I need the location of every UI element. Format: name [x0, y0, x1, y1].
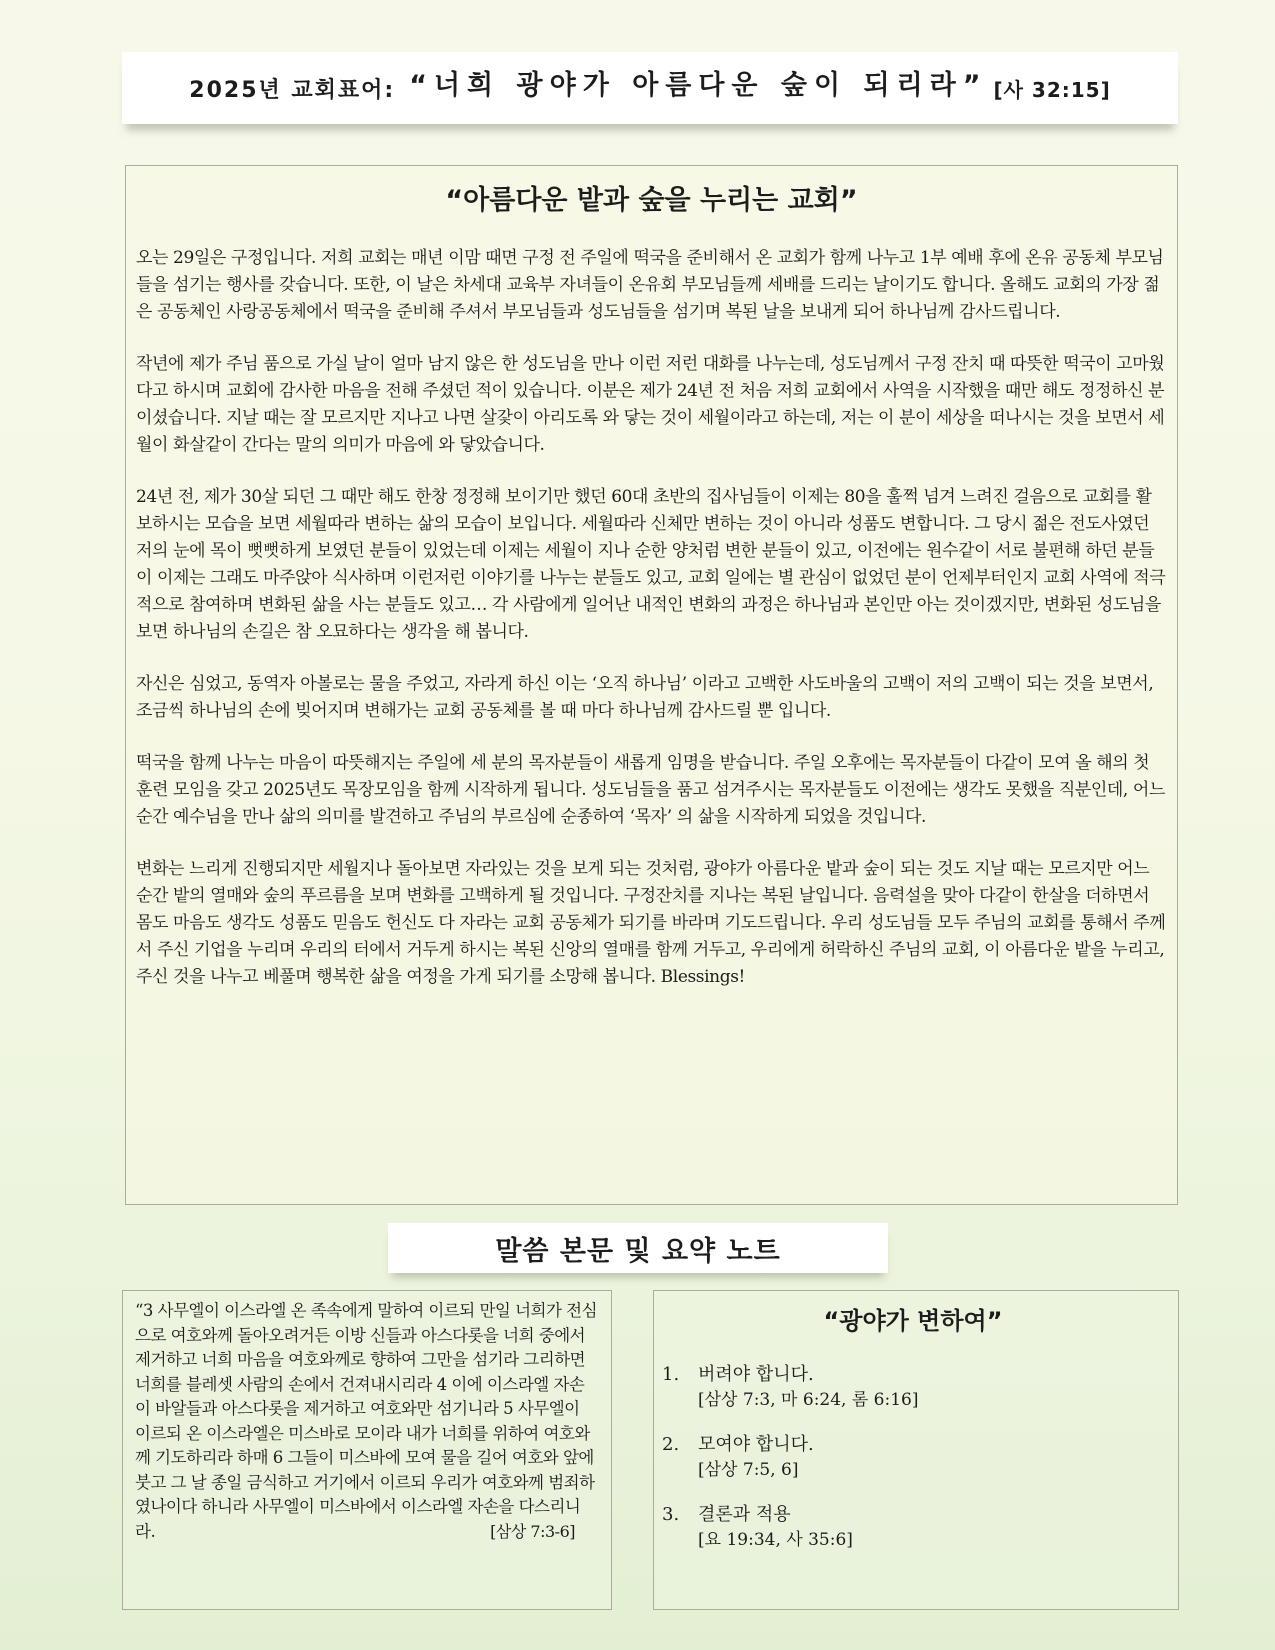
- notes-item-number: 3.: [662, 1504, 680, 1525]
- sermon-notes: [653, 1290, 1179, 1610]
- notes-item: [662, 1362, 1164, 1412]
- motto-reference: [사 32:15]: [993, 77, 1111, 102]
- notes-item-body: [698, 1502, 853, 1552]
- sermon-section-title: 말씀 본문 및 요약 노트: [388, 1223, 888, 1273]
- message-paragraph: 작년에 제가 주님 품으로 가실 날이 얼마 남지 않은 한 성도님을 만나 이런 저런 대화를 나누는데, 성도님께서 구정 잔치 때 따뜻한 떡국이 고마웠다고 하시며 교회에 감사한 마음을 전해 주셨던 적이 있습니다. 이분은 제가 24년 전 처음 저희 교회에서 사역을 시작했을 때만 해도 정정하신 분이셨습니다. 지날 때는 잘 모르지만 지나고 나면 살갗이 아리도록 와 닿는 것이 세월이라고 하는데, 저는 이 분이 세상을 떠나시는 것을 보면서 세월이 화살같이 간다는 말의 의미가 마음에 와 닿았습니다.: [136, 354, 1165, 455]
- notes-item-text: 결론과 적용: [698, 1504, 791, 1525]
- message-paragraph: 24년 전, 제가 30살 되던 그 때만 해도 한창 정정해 보이기만 했던 60대 초반의 집사님들이 이제는 80을 훌쩍 넘겨 느려진 걸음으로 교회를 활보하시는 모습을 보면 세월따라 변하는 삶의 모습이 보입니다. 세월따라 신체만 변하는 것이 아니라 성품도 변합니다. 그 당시 젊은 전도사였던 저의 눈에 목이 뻣뻣하게 보였던 분들이 있었는데 이제는 세월이 지나 순한 양처럼 변한 분들이 있고, 이전에는 원수같이 서로 불편해 하던 분들이 이제는 그래도 마주앉아 식사하며 이런저런 이야기를 나누는 분들도 있고, 교회 일에는 별 관심이 없었던 분이 언제부터인지 교회 사역에 적극적으로 참여하며 변화된 삶을 사는 분들도 있고… 각 사람에게 일어난 내적인 변화의 과정은 하나님과 본인만 아는 것이겠지만, 변화된 성도님을 보면 하나님의 손길은 참 오묘하다는 생각을 해 봅니다.: [136, 487, 1166, 642]
- message-paragraph: 변화는 느리게 진행되지만 세월지나 돌아보면 자라있는 것을 보게 되는 것처럼, 광야가 아름다운 밭과 숲이 되는 것도 지날 때는 모르지만 어느 순간 밭의 열매와 숲의 푸르름을 보며 변화를 고백하게 될 것입니다. 구정잔치를 지나는 복된 날입니다. 음력설을 맞아 다같이 한살을 더하면서 몸도 마음도 생각도 성품도 믿음도 헌신도 다 자라는 교회 공동체가 되기를 바라며 기도드립니다. 우리 성도님들 모두 주님의 교회를 통해서 주께서 주신 기업을 누리며 우리의 터에서 거두게 하시는 복된 신앙의 열매를 함께 거두고, 우리에게 허락하신 주님의 교회, 이 아름다운 밭을 누리고, 주신 것을 나누고 베풀며 행복한 삶을 여정을 가게 되기를 소망해 봅니다. Blessings!: [136, 859, 1166, 987]
- notes-list: [662, 1362, 1164, 1552]
- message-title: “아름다운 밭과 숲을 누리는 교회”: [445, 185, 858, 216]
- notes-item-number: 1.: [662, 1364, 680, 1385]
- motto-phrase: “너희 광야가 아름다운 숲이 되리라”: [409, 69, 988, 101]
- notes-item-body: [698, 1362, 919, 1412]
- pastor-message: [125, 165, 1178, 1205]
- notes-item-reference: [요 19:34, 사 35:6]: [698, 1530, 853, 1550]
- notes-item-reference: [삼상 7:5, 6]: [698, 1460, 799, 1480]
- message-paragraph: 떡국을 함께 나누는 마음이 따뜻해지는 주일에 세 분의 목자분들이 새롭게 임명을 받습니다. 주일 오후에는 목자분들이 다같이 모여 올 해의 첫 훈련 모임을 갖고 2025년도 목장모임을 함께 시작하게 됩니다. 성도님들을 품고 섬겨주시는 목자분들도 이전에는 생각도 못했을 직분인데, 어느 순간 예수님을 만나 삶의 의미를 발견하고 주님의 부르심에 순종하여 ‘목자’ 의 삶을 시작하게 되었을 것입니다.: [136, 753, 1165, 827]
- motto-year-label: 2025년 교회표어:: [189, 77, 396, 103]
- scripture-box: [122, 1290, 612, 1610]
- notes-title: “광야가 변하여”: [823, 1307, 1003, 1335]
- notes-item-body: [698, 1432, 814, 1482]
- message-paragraph: 자신은 심었고, 동역자 아볼로는 물을 주었고, 자라게 하신 이는 ‘오직 하나님’ 이라고 고백한 사도바울의 고백이 저의 고백이 되는 것을 보면서, 조금씩 하나님의 손에 빚어지며 변해가는 교회 공동체를 볼 때 마다 하나님께 감사드릴 뿐 입니다.: [136, 674, 1154, 721]
- notes-item-reference: [삼상 7:3, 마 6:24, 롬 6:16]: [698, 1390, 919, 1410]
- motto-banner: [122, 52, 1178, 124]
- notes-item-number: 2.: [662, 1434, 680, 1455]
- message-paragraph: 오는 29일은 구정입니다. 저희 교회는 매년 이맘 때면 구정 전 주일에 떡국을 준비해서 온 교회가 함께 나누고 1부 예배 후에 온유 공동체 부모님들을 섬기는 행사를 갖습니다. 또한, 이 날은 차세대 교육부 자녀들이 온유회 부모님들께 세배를 드리는 날이기도 합니다. 올해도 교회의 가장 젊은 공동체인 사랑공동체에서 떡국을 준비해 주셔서 부모님들과 성도님들을 섬기며 복된 날을 보내게 되어 하나님께 감사드립니다.: [136, 248, 1164, 322]
- notes-item-text: 모여야 합니다.: [698, 1434, 814, 1455]
- scripture-text: [135, 1299, 599, 1544]
- scripture-reference: [삼상 7:3-6]: [490, 1521, 575, 1541]
- notes-item: [662, 1502, 1164, 1552]
- scripture-passage: “3 사무엘이 이스라엘 온 족속에게 말하여 이르되 만일 너희가 전심으로 여호와께 돌아오려거든 이방 신들과 아스다롯을 너희 중에서 제거하고 너희 마음을 여호와께로 향하여 그만을 섬기라 그리하면 너희를 블레셋 사람의 손에서 건져내시리라 4 이에 이스라엘 자손이 바알들과 아스다롯을 제거하고 여호와만 섬기니라 5 사무엘이 이르되 온 이스라엘은 미스바로 모이라 내가 너희를 위하여 여호와께 기도하리라 하매 6 그들이 미스바에 모여 물을 길어 여호와 앞에 붓고 그 날 종일 금식하고 거기에서 이르되 우리가 여호와께 범죄하였나이다 하니라 사무엘이 미스바에서 이스라엘 자손을 다스리니라.: [135, 1301, 598, 1541]
- notes-item-text: 버려야 합니다.: [698, 1364, 814, 1385]
- notes-item: [662, 1432, 1164, 1482]
